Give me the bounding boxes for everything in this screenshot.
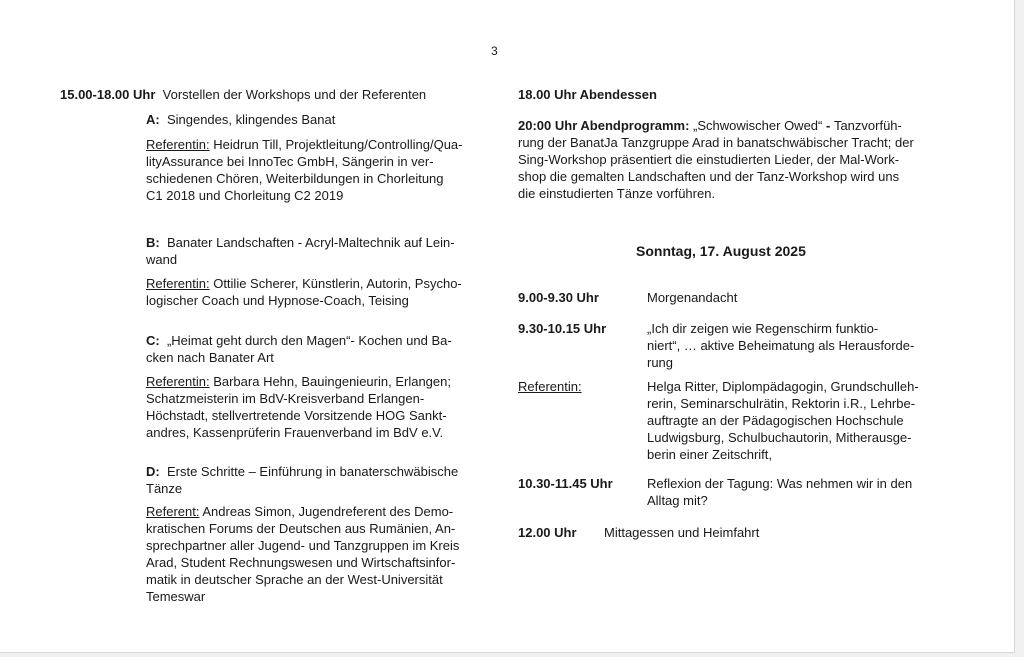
schedule-text — [647, 378, 919, 463]
workshop-a-title — [146, 111, 335, 128]
schedule-line: rerin, Seminarschulrätin, Rektorin i.R., Lehrbe- — [647, 396, 916, 411]
workshop-b-letter: B: — [146, 235, 160, 250]
evening-line: shop die gemalten Landschaften und der Tanz-Workshop wird uns — [518, 169, 900, 184]
evening-line: rung der BanatJa Tanzgruppe Arad in banatschwäbischer Tracht; der — [518, 135, 914, 150]
workshop-d-letter: D: — [146, 464, 160, 479]
workshop-header — [60, 86, 426, 103]
schedule-line: berin einer Zeitschrift, — [647, 447, 772, 462]
day-heading: Sonntag, 17. August 2025 — [636, 243, 806, 259]
evening-line: Sing-Workshop präsentiert die einstudierten Lieder, der Mal-Work- — [518, 152, 900, 167]
workshop-d-ref-line: Arad, Student Rechnungswesen und Wirtschaftsinfor- — [146, 555, 456, 570]
schedule-line: Ludwigsburg, Schulbuchautorin, Mitherausge- — [647, 430, 912, 445]
schedule-line: auftragte an der Pädagogischen Hochschule — [647, 413, 904, 428]
workshop-c-title-line: „Heimat geht durch den Magen“- Kochen und Ba- — [166, 333, 452, 348]
schedule-line: Mittagessen und Heimfahrt — [604, 525, 760, 540]
workshop-d-ref-line: sprechpartner aller Jugend- und Tanzgruppen im Kreis — [146, 538, 460, 553]
workshop-a-referent — [146, 136, 463, 204]
workshop-d-ref-label: Referent: — [146, 504, 200, 519]
schedule-line: Alltag mit? — [647, 493, 708, 508]
evening-program — [518, 117, 914, 202]
schedule-text — [647, 289, 737, 306]
dinner-heading: 18.00 Uhr Abendessen — [518, 87, 657, 102]
schedule-line: „Ich dir zeigen wie Regenschirm funktio- — [647, 321, 879, 336]
workshop-c-referent — [146, 373, 451, 441]
workshop-d-ref-line: Temeswar — [146, 589, 206, 604]
workshop-a-letter: A: — [146, 112, 160, 127]
workshop-b-ref-line: Ottilie Scherer, Künstlerin, Autorin, Psycho- — [209, 276, 462, 291]
workshop-b-title-line: wand — [146, 252, 178, 267]
schedule-line: Helga Ritter, Diplompädagogin, Grundschulleh- — [647, 379, 919, 394]
workshop-c-letter: C: — [146, 333, 160, 348]
workshop-a-ref-line: Heidrun Till, Projektleitung/Controlling/Qua- — [209, 137, 463, 152]
schedule-text — [604, 524, 759, 541]
evening-line: die einstudierten Tänze vorführen. — [518, 186, 716, 201]
workshop-b-ref-line: logischer Coach und Hypnose-Coach, Teising — [146, 293, 409, 308]
evening-line: Tanzvorfüh- — [833, 118, 902, 133]
workshop-header-title: Vorstellen der Workshops und der Referenten — [162, 87, 427, 102]
schedule-line: rung — [647, 355, 674, 370]
workshop-c-title — [146, 332, 452, 366]
schedule-ref-label: Referentin: — [518, 379, 582, 394]
workshop-d-ref-line: kratischen Forums der Deutschen aus Rumänien, An- — [146, 521, 456, 536]
schedule-time: 9.30-10.15 Uhr — [518, 321, 607, 336]
evening-title: „Schwowischer Owed“ — [689, 118, 826, 133]
schedule-time: 12.00 Uhr — [518, 525, 577, 540]
workshop-c-title-line: cken nach Banater Art — [146, 350, 274, 365]
workshop-a-ref-line: schiedenen Chören, Weiterbildungen in Chorleitung — [146, 171, 444, 186]
schedule-time: 9.00-9.30 Uhr — [518, 290, 599, 305]
schedule-text — [647, 320, 914, 371]
page-number: 3 — [491, 44, 498, 58]
workshop-a-title-line: Singendes, klingendes Banat — [166, 112, 336, 127]
workshop-d-title-line: Tänze — [146, 481, 183, 496]
schedule-time: 10.30-11.45 Uhr — [518, 476, 613, 491]
workshop-b-referent — [146, 275, 462, 309]
workshop-d-ref-line: Andreas Simon, Jugendreferent des Demo- — [199, 504, 454, 519]
schedule-line: niert“, … aktive Beheimatung als Herausforde- — [647, 338, 915, 353]
schedule-line: Reflexion der Tagung: Was nehmen wir in den — [647, 476, 913, 491]
workshop-b-title-line: Banater Landschaften - Acryl-Maltechnik auf Lein- — [166, 235, 455, 250]
workshop-d-title-line: Erste Schritte – Einführung in banaterschwäbische — [166, 464, 459, 479]
workshop-c-ref-line: Schatzmeisterin im BdV-Kreisverband Erlangen- — [146, 391, 425, 406]
workshop-d-ref-line: matik in deutscher Sprache an der West-Universität — [146, 572, 443, 587]
schedule-text — [647, 475, 912, 509]
workshop-header-time: 15.00-18.00 Uhr — [60, 87, 156, 102]
workshop-c-ref-line: andres, Kassenprüferin Frauenverband im BdV e.V. — [146, 425, 444, 440]
workshop-a-ref-line: lityAssurance bei InnoTec GmbH, Sängerin in ver- — [146, 154, 434, 169]
schedule-line: Morgenandacht — [647, 290, 738, 305]
workshop-b-ref-label: Referentin: — [146, 276, 210, 291]
evening-dash: - — [825, 118, 834, 133]
workshop-c-ref-line: Barbara Hehn, Bauingenieurin, Erlangen; — [209, 374, 451, 389]
workshop-a-ref-line: C1 2018 und Chorleitung C2 2019 — [146, 188, 344, 203]
workshop-c-ref-line: Höchstadt, stellvertretende Vorsitzende HOG Sankt- — [146, 408, 447, 423]
workshop-b-title — [146, 234, 455, 268]
evening-label: 20:00 Uhr Abendprogramm: — [518, 118, 690, 133]
workshop-a-ref-label: Referentin: — [146, 137, 210, 152]
workshop-d-referent — [146, 503, 459, 605]
workshop-d-title — [146, 463, 458, 497]
workshop-c-ref-label: Referentin: — [146, 374, 210, 389]
